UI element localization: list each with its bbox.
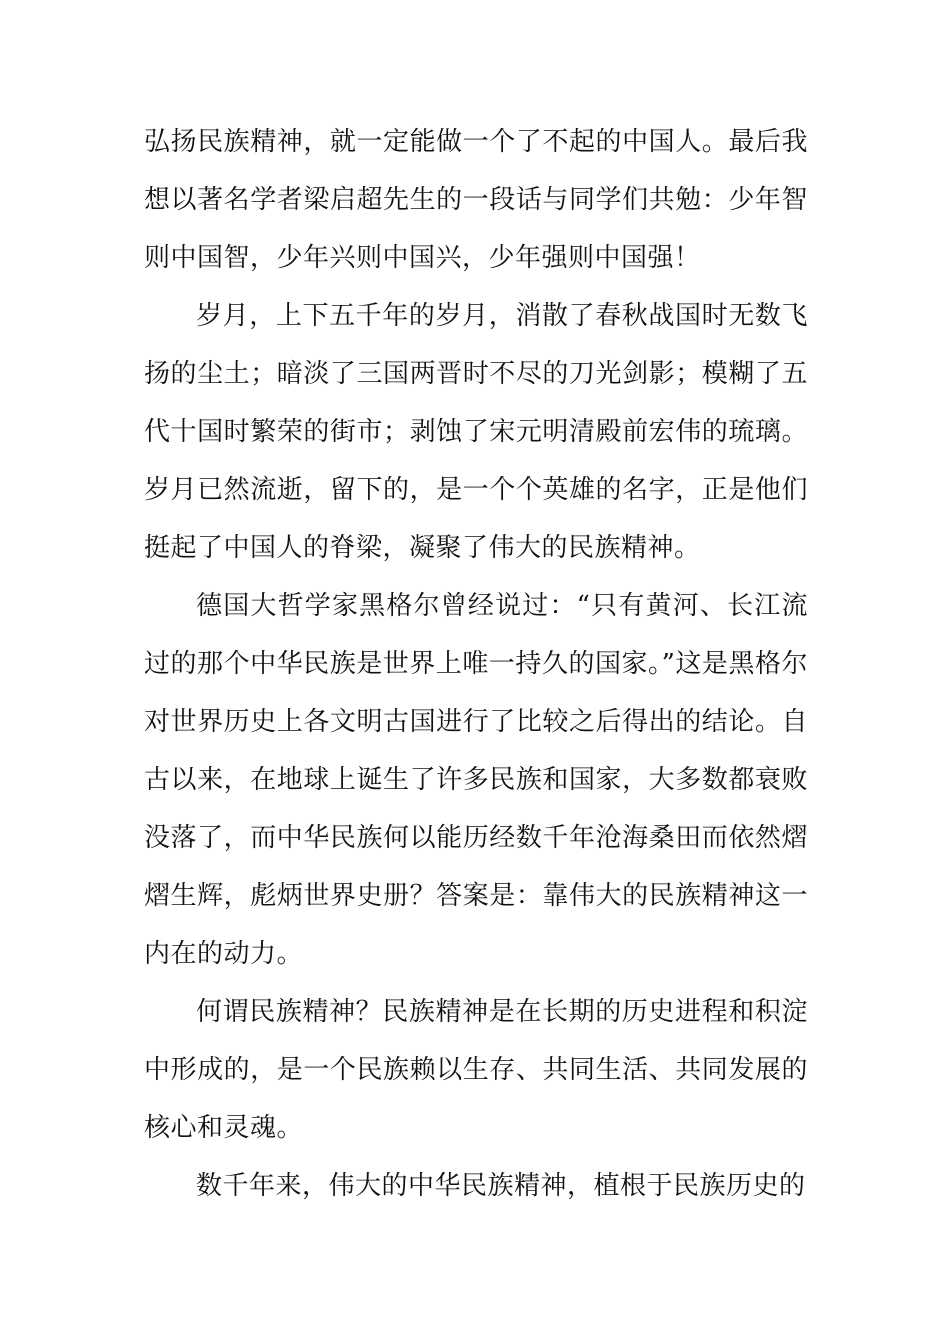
paragraph-2: 岁月，上下五千年的岁月，消散了春秋战国时无数飞扬的尘土；暗淡了三国两晋时不尽的刀光剑影；模糊了五代十国时繁荣的街市；剥蚀了宋元明清殿前宏伟的琉璃。岁月已然流逝，留下的，是一个个英雄的名字，正是他们挺起了中国人的脊梁，凝聚了伟大的民族精神。 — [144, 301, 808, 563]
paragraph-4: 何谓民族精神？民族精神是在长期的历史进程和积淀中形成的，是一个民族赖以生存、共同生活、共同发展的核心和灵魂。 — [144, 997, 808, 1143]
paragraph-5: 数千年来，伟大的中华民族精神，植根于民族历史的 — [196, 1171, 806, 1201]
document-body — [144, 113, 808, 1215]
paragraph-3: 德国大哲学家黑格尔曾经说过：“只有黄河、长江流过的那个中华民族是世界上唯一持久的国家。”这是黑格尔对世界历史上各文明古国进行了比较之后得出的结论。自古以来，在地球上诞生了许多民族和国家，大多数都衰败没落了，而中华民族何以能历经数千年沧海桑田而依然熠熠生辉，彪炳世界史册？答案是：靠伟大的民族精神这一内在的动力。 — [144, 591, 808, 969]
paragraph-1: 弘扬民族精神，就一定能做一个了不起的中国人。最后我想以著名学者梁启超先生的一段话与同学们共勉：少年智则中国智，少年兴则中国兴，少年强则中国强！ — [144, 127, 808, 273]
